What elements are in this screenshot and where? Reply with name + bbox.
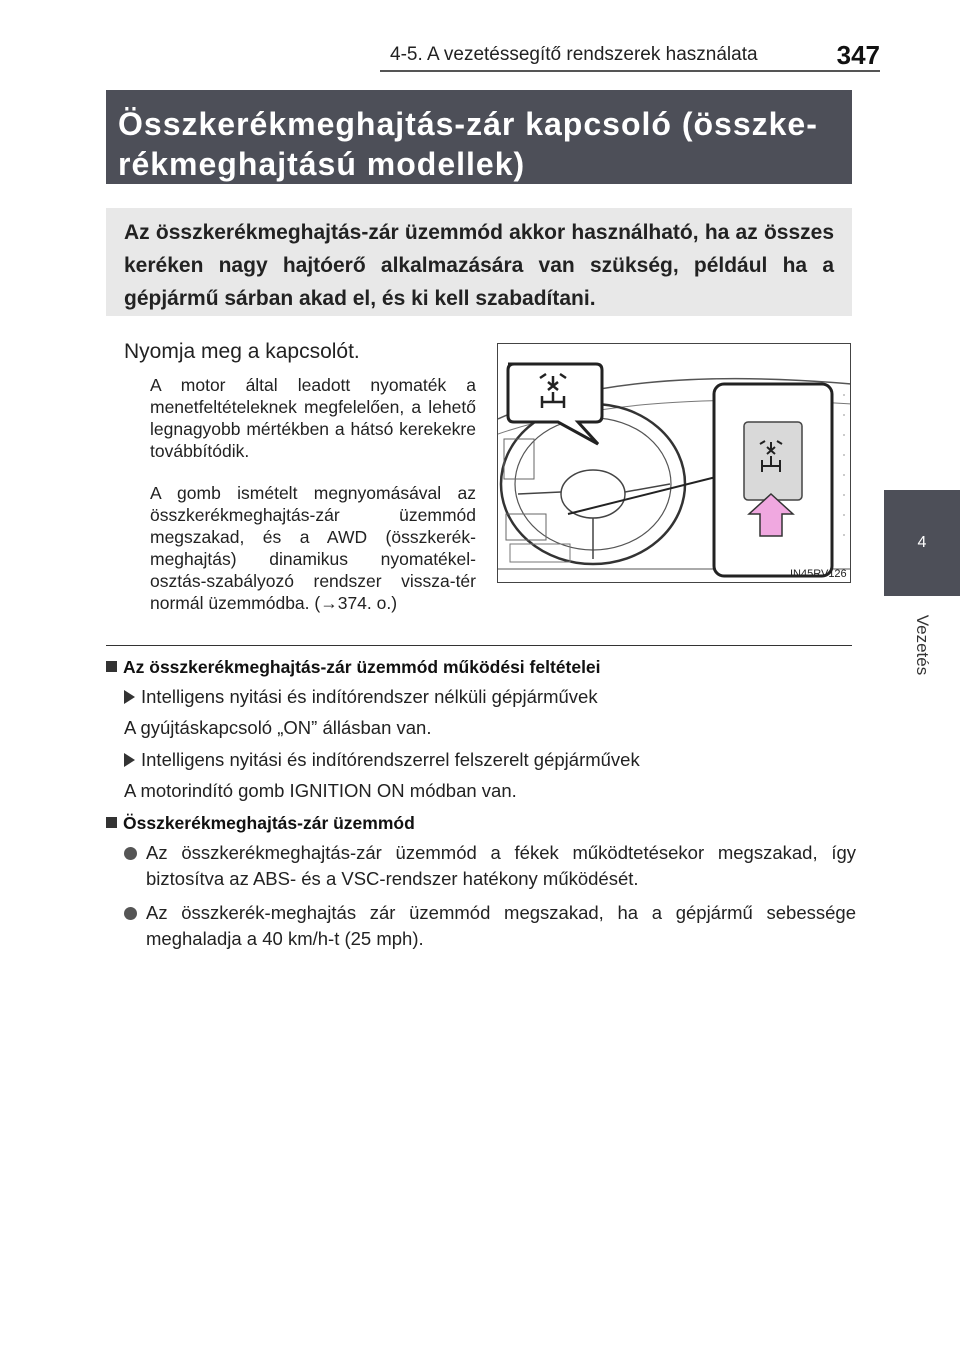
switch-illustration — [497, 343, 851, 583]
intro-text: Az összkerékmeghajtás-zár üzemmód akkor használható, ha az összes keréken nagy hajtóerő alkalmazására van szükség, például ha a gépjármű sárban akad el, és ki kell szabadítani. — [124, 221, 834, 310]
circle-bullet-icon — [124, 907, 137, 920]
intro-box — [106, 208, 852, 316]
square-bullet-icon — [106, 661, 117, 672]
mode-bullet-1: Az összkerékmeghajtás-zár üzemmód a fékek működtetésekor megszakad, így biztosítva az ABS- és a VSC-rendszer hatékony működését. — [124, 840, 856, 892]
step-instruction: Nyomja meg a kapcsolót. — [124, 340, 360, 363]
conditions-heading: Az összkerékmeghajtás-zár üzemmód működési feltételei — [106, 654, 856, 680]
section-title: 4-5. A vezetéssegítő rendszerek használata — [390, 44, 758, 65]
title-box — [106, 90, 852, 184]
title-line-2: rékmeghajtású modellek) — [118, 146, 526, 182]
chapter-tab: 4 — [884, 490, 960, 596]
circle-bullet-icon — [124, 847, 137, 860]
step-note-2: A gomb ismételt megnyomásával az összkerékmeghajtás-zár üzemmód megszakad, és a AWD (összkerék-meghajtás) dinamikus nyomatékel-osztás-szabályozó rendszer vissza-tér normál üzemmódba. (→374. o.) — [150, 483, 476, 613]
condition-text-2: A motorindító gomb IGNITION ON módban van. — [124, 780, 517, 801]
section-divider — [106, 645, 852, 646]
condition-sub-1: Intelligens nyitási és indítórendszer nélküli gépjárművek — [124, 684, 856, 710]
condition-text-1: A gyújtáskapcsoló „ON” állásban van. — [124, 717, 432, 738]
dashboard-drawing — [498, 344, 851, 583]
figure-code: IN45RV126 — [790, 568, 847, 580]
triangle-bullet-icon — [124, 753, 135, 767]
chapter-label-text: Vezetés — [913, 614, 932, 676]
notes — [106, 654, 856, 960]
square-bullet-icon — [106, 817, 117, 828]
header-rule — [380, 70, 880, 72]
condition-sub-2: Intelligens nyitási és indítórendszerrel felszerelt gépjárművek — [124, 747, 856, 773]
step-note-1: A motor által leadott nyomaték a menetfeltételeknek megfelelően, a lehető legnagyobb mértékben a hátsó kerekekre továbbítódik. — [150, 375, 476, 461]
mode-heading: Összkerékmeghajtás-zár üzemmód — [106, 810, 856, 836]
triangle-bullet-icon — [124, 690, 135, 704]
page-number: 347 — [836, 40, 880, 70]
running-head — [380, 40, 880, 76]
title-line-1: Összkerékmeghajtás-zár kapcsoló (összke- — [118, 106, 818, 142]
page-title — [118, 104, 842, 184]
mode-bullet-2: Az összkerék-meghajtás zár üzemmód megszakad, ha a gépjármű sebessége meghaladja a 40 km/h-t (25 mph). — [124, 900, 856, 952]
chapter-label — [884, 600, 960, 690]
